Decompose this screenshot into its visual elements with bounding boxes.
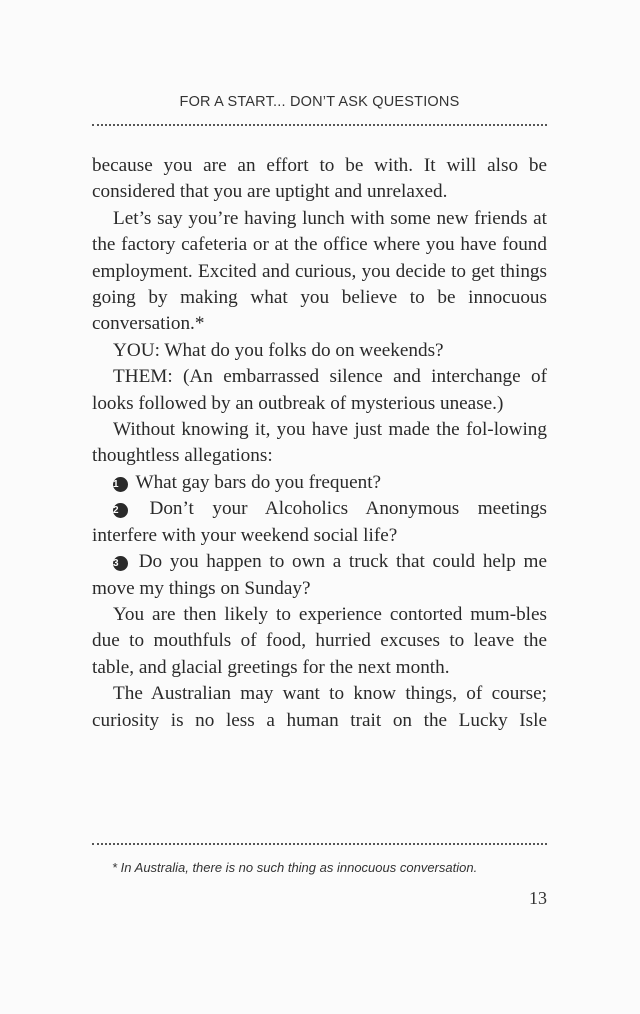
list-item bbox=[92, 549, 547, 602]
page-number: 13 bbox=[529, 888, 547, 908]
list-item-text: What gay bars do you frequent? bbox=[135, 471, 382, 493]
number-1-icon: 1 bbox=[113, 477, 128, 492]
body-text bbox=[92, 153, 547, 734]
list-item bbox=[92, 470, 547, 496]
paragraph-continued-line-1: because you are an effort to be with. It will also be bbox=[92, 155, 547, 176]
dialogue-you: YOU: What do you folks do on weekends? bbox=[113, 339, 444, 361]
paragraph-continued-line-2: considered that you are uptight and unrelaxed. bbox=[92, 181, 448, 203]
header-dotted-rule bbox=[92, 124, 547, 126]
list-item-text: Don’t your Alcoholics Anonymous meetings interfere with your weekend social life? bbox=[92, 498, 548, 546]
number-3-icon: 3 bbox=[113, 556, 128, 571]
paragraph-curiosity: The Australian may want to know things, of course; curiosity is no less a human trait on the Lucky Isle bbox=[92, 683, 547, 731]
paragraph-lunch: Let’s say you’re having lunch with some new friends at the factory cafeteria or at the office where you have found employment. Excited and curious, you decide to get things going by making what you believe to be innocuous conversation.* bbox=[92, 207, 547, 335]
dialogue-them: THEM: (An embarrassed silence and interchange of looks followed by an outbreak of mysterious unease.) bbox=[92, 366, 547, 414]
number-2-icon: 2 bbox=[113, 503, 128, 518]
list-item bbox=[92, 496, 547, 549]
footnote-dotted-rule bbox=[92, 843, 547, 845]
list-item-text: Do you happen to own a truck that could help me move my things on Sunday? bbox=[92, 551, 547, 599]
paragraph-allegations: Without knowing it, you have just made the fol-lowing thoughtless allegations: bbox=[92, 419, 547, 467]
running-head: FOR A START... DON’T ASK QUESTIONS bbox=[179, 94, 460, 110]
footnote: * In Australia, there is no such thing as innocuous conversation. bbox=[112, 860, 478, 875]
paragraph-consequences: You are then likely to experience contorted mum-bles due to mouthfuls of food, hurried excuses to leave the table, and glacial greetings for the next month. bbox=[92, 603, 547, 678]
